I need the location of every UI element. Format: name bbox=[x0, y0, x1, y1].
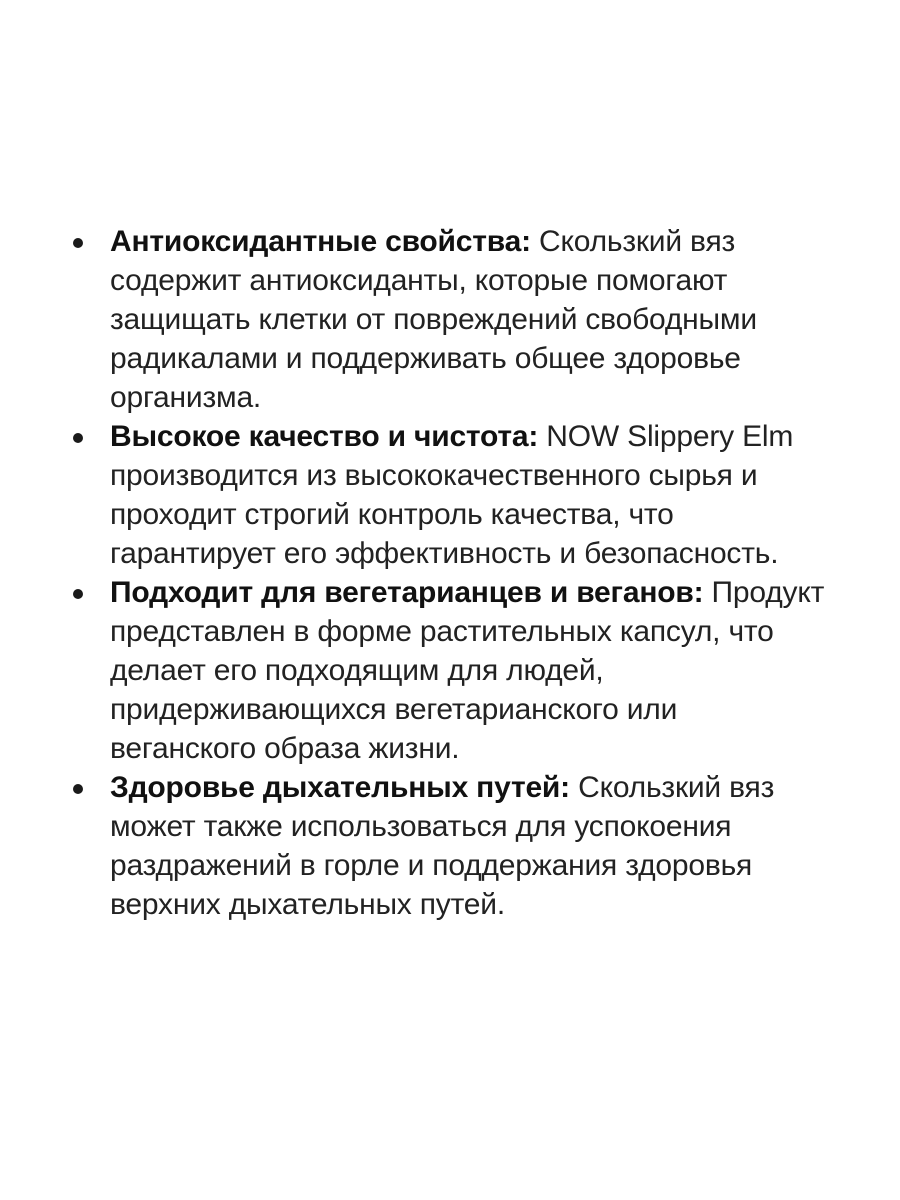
bullet-icon bbox=[73, 433, 83, 443]
item-text: Скользкий вяз bbox=[530, 225, 736, 258]
item-first-line bbox=[110, 768, 830, 807]
item-title: Высокое качество и чистота: bbox=[110, 420, 539, 453]
item-text: Продукт bbox=[703, 576, 825, 609]
bullet-icon bbox=[73, 238, 83, 248]
list-item-respiratory bbox=[0, 768, 830, 924]
item-first-line bbox=[110, 222, 830, 261]
list-item-quality bbox=[0, 417, 830, 573]
bullet-icon bbox=[73, 784, 83, 794]
list-item-vegan bbox=[0, 573, 830, 768]
item-text: проходит строгий контроль качества, что bbox=[110, 498, 674, 531]
item-text: NOW Slippery Elm bbox=[538, 420, 794, 453]
item-text: защищать клетки от повреждений свободными bbox=[110, 303, 757, 336]
list-item-antioxidant bbox=[0, 222, 830, 417]
item-text: Скользкий вяз bbox=[569, 771, 775, 804]
item-title: Здоровье дыхательных путей: bbox=[110, 771, 570, 804]
item-text: радикалами и поддерживать общее здоровье bbox=[110, 342, 741, 375]
item-text: организма. bbox=[110, 381, 262, 414]
item-text: делает его подходящим для людей, bbox=[110, 654, 604, 687]
item-text: производится из высококачественного сырья и bbox=[110, 459, 758, 492]
item-text: верхних дыхательных путей. bbox=[110, 888, 505, 921]
item-text: раздражений в горле и поддержания здоровья bbox=[110, 849, 753, 882]
item-text: гарантирует его эффективность и безопасность. bbox=[110, 537, 779, 570]
item-title: Подходит для вегетарианцев и веганов: bbox=[110, 576, 704, 609]
item-text: может также использоваться для успокоения bbox=[110, 810, 732, 843]
item-text: содержит антиоксиданты, которые помогают bbox=[110, 264, 728, 297]
item-title: Антиоксидантные свойства: bbox=[110, 225, 531, 258]
item-first-line bbox=[110, 573, 830, 612]
item-text: представлен в форме растительных капсул, что bbox=[110, 615, 774, 648]
feature-list bbox=[0, 222, 900, 924]
item-text: веганского образа жизни. bbox=[110, 732, 460, 765]
item-first-line bbox=[110, 417, 830, 456]
item-text: придерживающихся вегетарианского или bbox=[110, 693, 678, 726]
bullet-icon bbox=[73, 589, 83, 599]
